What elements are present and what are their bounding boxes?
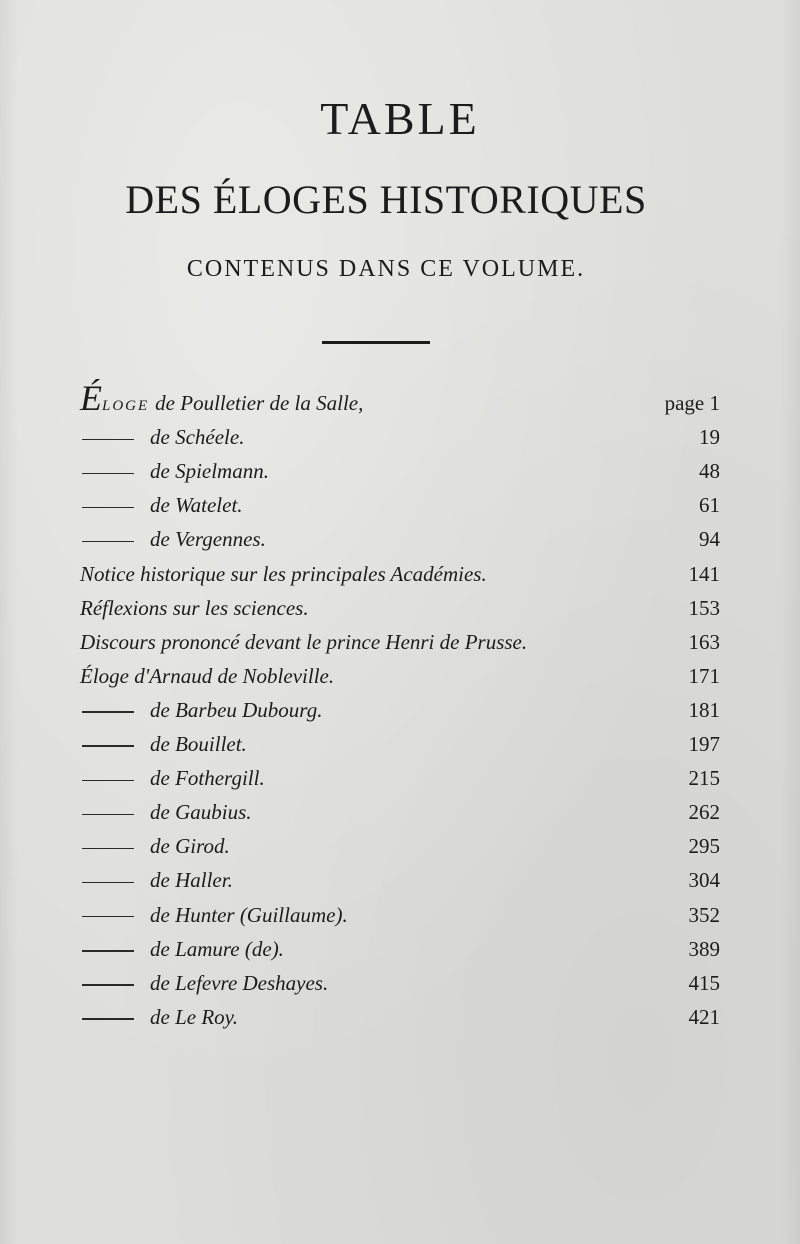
toc-page-number: 19 <box>699 425 720 450</box>
ditto-dash <box>82 848 134 850</box>
page-subtitle: DES ÉLOGES HISTORIQUES <box>125 177 647 222</box>
ditto-dash <box>82 916 134 918</box>
toc-entry <box>80 797 720 831</box>
toc-entry-title: de Le Roy. <box>150 1004 239 1029</box>
page-label: page <box>664 391 705 416</box>
toc-entry <box>80 627 720 661</box>
ditto-dash <box>82 711 134 713</box>
toc-entry-text <box>80 425 244 450</box>
toc-entry-title: de Lefevre Deshayes. <box>150 970 329 995</box>
ditto-dash <box>82 507 134 509</box>
toc-entry-text <box>80 834 230 859</box>
toc-page-number <box>665 391 720 416</box>
toc-page-number: 153 <box>688 595 720 620</box>
toc-entry-title: Éloge d'Arnaud de Nobleville. <box>80 663 335 688</box>
table-of-contents <box>80 378 720 1036</box>
toc-page-number: 262 <box>688 800 720 825</box>
toc-page-number: 163 <box>688 629 720 654</box>
toc-entry-text <box>80 493 243 518</box>
toc-entry-title: de Watelet. <box>150 493 243 518</box>
toc-entry <box>80 763 720 797</box>
toc-entry <box>80 695 720 729</box>
toc-entry-title: de Vergennes. <box>150 527 266 552</box>
toc-page-number: 48 <box>699 459 720 484</box>
toc-page-number: 171 <box>688 663 720 688</box>
toc-entry <box>80 593 720 627</box>
toc-page-number: 295 <box>688 834 720 859</box>
toc-entry-title: Notice historique sur les principales Académies. <box>80 561 487 586</box>
toc-entry-title: de Gaubius. <box>150 800 252 825</box>
toc-entry-title: de Girod. <box>150 834 230 859</box>
page-title: TABLE <box>320 93 480 144</box>
smallcaps-word: LOGE <box>102 398 150 415</box>
toc-entry <box>80 661 720 695</box>
ditto-dash <box>82 814 134 816</box>
toc-entry-title: de Hunter (Guillaume). <box>150 902 348 927</box>
toc-entry <box>80 490 720 524</box>
title-divider <box>322 341 430 344</box>
toc-entry-text <box>80 596 309 621</box>
ditto-dash <box>82 950 134 952</box>
ditto-dash <box>82 1018 134 1020</box>
toc-entry <box>80 899 720 933</box>
toc-entry-title: de Poulletier de la Salle, <box>155 391 364 416</box>
toc-entry-title: de Bouillet. <box>150 732 247 757</box>
toc-page-number: 304 <box>688 868 720 893</box>
toc-entry-text <box>80 459 269 484</box>
toc-entry-text <box>80 527 266 552</box>
ditto-dash <box>82 984 134 986</box>
toc-entry-text <box>80 800 252 825</box>
toc-entry <box>80 934 720 968</box>
toc-page-number: 421 <box>688 1004 720 1029</box>
toc-entry <box>80 378 720 422</box>
toc-entry-text <box>80 1005 238 1030</box>
page-subsubtitle: CONTENUS DANS CE VOLUME. <box>186 256 586 282</box>
toc-entry <box>80 422 720 456</box>
toc-entry-text <box>80 378 364 419</box>
toc-page-number: 389 <box>688 936 720 961</box>
toc-entry <box>80 831 720 865</box>
ditto-dash <box>82 745 134 747</box>
toc-page-number: 141 <box>688 561 720 586</box>
toc-entry-text <box>80 562 487 587</box>
toc-entry <box>80 1002 720 1036</box>
toc-entry-title: de Haller. <box>150 868 233 893</box>
ditto-dash <box>82 780 134 782</box>
ditto-dash <box>82 541 134 543</box>
ditto-dash <box>82 439 134 441</box>
toc-entry-title: de Barbeu Dubourg. <box>150 697 323 722</box>
page-number-value: 1 <box>709 391 720 416</box>
toc-entry <box>80 558 720 592</box>
toc-entry-text <box>80 971 328 996</box>
toc-entry-text <box>80 732 247 757</box>
toc-entry <box>80 456 720 490</box>
toc-page-number: 352 <box>688 902 720 927</box>
toc-page-number: 61 <box>699 493 720 518</box>
toc-entry-text <box>80 698 322 723</box>
toc-entry-text <box>80 868 233 893</box>
toc-entry-title: Discours prononcé devant le prince Henri de Prusse. <box>80 629 528 654</box>
toc-entry <box>80 865 720 899</box>
toc-entry <box>80 524 720 558</box>
ditto-dash <box>82 473 134 475</box>
toc-entry-text <box>80 630 527 655</box>
toc-page-number: 215 <box>688 766 720 791</box>
toc-entry-text <box>80 903 348 928</box>
toc-entry-title: Réflexions sur les sciences. <box>80 595 309 620</box>
toc-entry-text <box>80 664 334 689</box>
toc-entry-title: de Lamure (de). <box>150 936 284 961</box>
toc-page-number: 197 <box>688 732 720 757</box>
toc-page-number: 415 <box>688 970 720 995</box>
toc-entry-title: de Fothergill. <box>150 766 265 791</box>
drop-initial: É <box>80 378 102 419</box>
toc-entry <box>80 729 720 763</box>
toc-entry <box>80 968 720 1002</box>
toc-entry-title: de Spielmann. <box>150 459 269 484</box>
toc-entry-text <box>80 766 265 791</box>
toc-entry-text <box>80 937 284 962</box>
toc-page-number: 94 <box>699 527 720 552</box>
toc-entry-title: de Schéele. <box>150 425 245 450</box>
ditto-dash <box>82 882 134 884</box>
toc-page-number: 181 <box>688 697 720 722</box>
